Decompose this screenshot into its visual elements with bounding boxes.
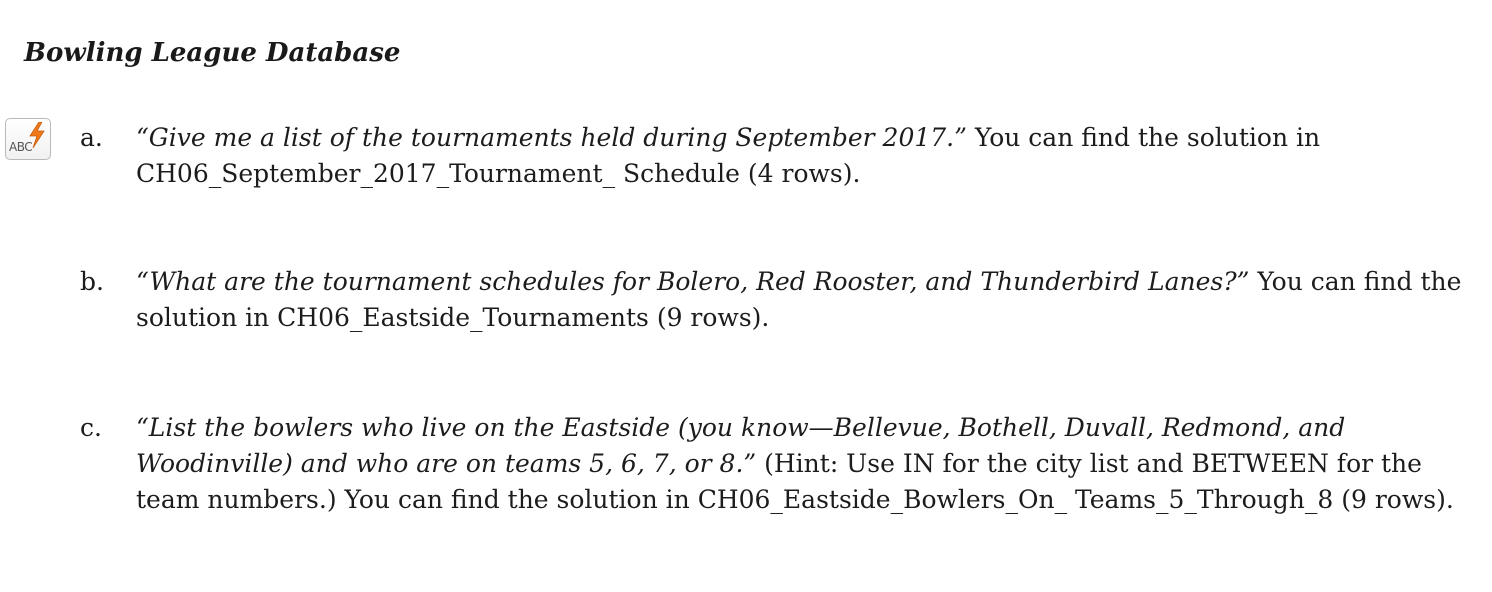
list-marker: c. bbox=[80, 413, 102, 442]
spellcheck-badge[interactable] bbox=[5, 118, 51, 160]
section-heading: Bowling League Database bbox=[24, 38, 401, 68]
list-item-text bbox=[136, 120, 1481, 192]
question-quote: “List the bowlers who live on the Eastside (you know—Bellevue, Bothell, Duvall, Redmond, and Woodinville) and who are on teams 5, 6, 7, or 8.” bbox=[136, 413, 1346, 478]
list-item-text bbox=[136, 264, 1481, 336]
solution-text: You can find the solution in CH06_Eastside_Tournaments (9 rows). bbox=[136, 267, 1462, 332]
list-marker: b. bbox=[80, 267, 104, 296]
spellcheck-badge-label: ABC bbox=[9, 140, 33, 154]
solution-text: (Hint: Use IN for the city list and BETWEEN for the team numbers.) You can find the solution in CH06_Eastside_Bowlers_On_ Teams_5_Through_8 (9 rows). bbox=[136, 449, 1454, 514]
question-quote: “What are the tournament schedules for Bolero, Red Rooster, and Thunderbird Lanes?” bbox=[136, 267, 1250, 296]
list-item-text bbox=[136, 410, 1481, 518]
question-quote: “Give me a list of the tournaments held during September 2017.” bbox=[136, 123, 967, 152]
list-marker: a. bbox=[80, 123, 103, 152]
solution-text: You can find the solution in CH06_September_2017_Tournament_ Schedule (4 rows). bbox=[136, 123, 1321, 188]
lightning-bolt-icon bbox=[28, 122, 46, 148]
